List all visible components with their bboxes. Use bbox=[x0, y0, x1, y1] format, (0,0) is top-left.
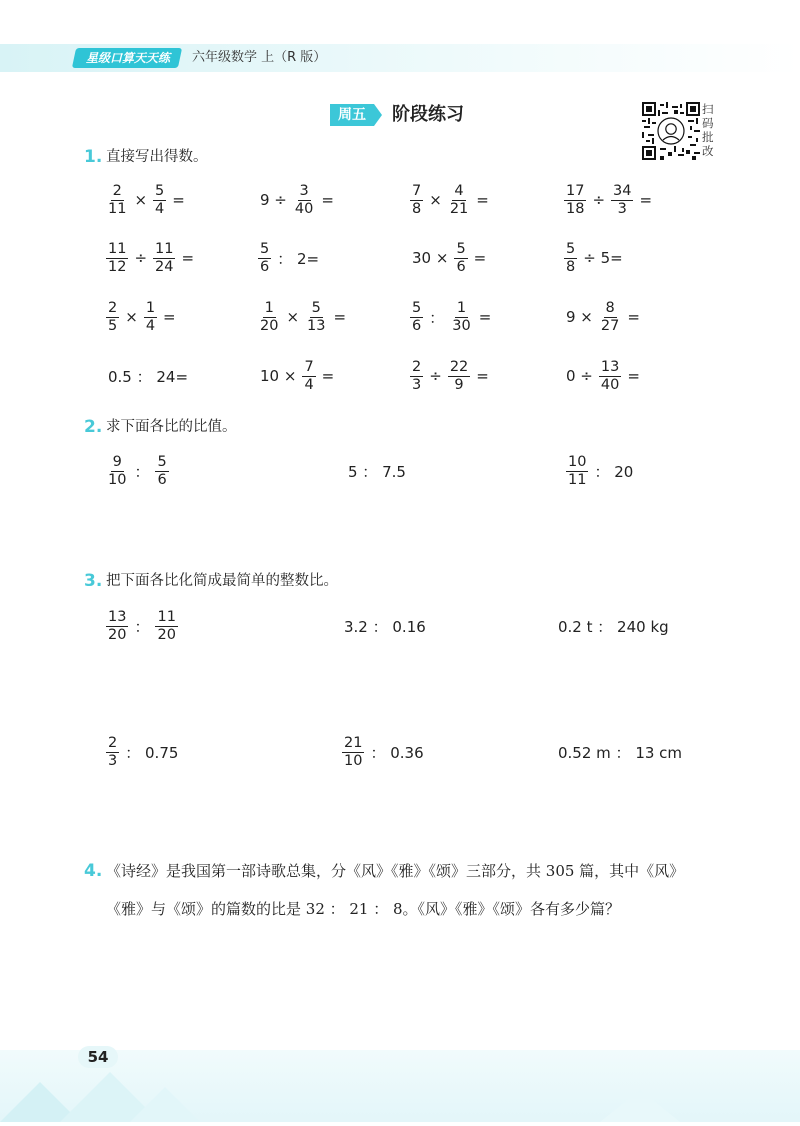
q3-problem bbox=[554, 732, 686, 772]
q3-title: 把下面各比化简成最简单的整数比。 bbox=[106, 573, 338, 589]
fraction bbox=[106, 609, 128, 644]
fraction bbox=[448, 359, 470, 394]
denominator: 21 bbox=[449, 200, 469, 217]
operator-text: 0.2 t ： 240 kg bbox=[558, 617, 669, 636]
fraction bbox=[611, 183, 633, 218]
numerator: 5 bbox=[155, 182, 165, 199]
q1-problem bbox=[104, 180, 189, 220]
section-title: 阶段练习 bbox=[392, 104, 464, 125]
fraction bbox=[305, 300, 327, 335]
denominator: 6 bbox=[456, 258, 466, 275]
numerator: 2 bbox=[108, 299, 118, 316]
fraction bbox=[450, 300, 472, 335]
numerator: 10 bbox=[568, 453, 587, 470]
denominator: 30 bbox=[452, 317, 471, 334]
denominator: 9 bbox=[454, 376, 464, 393]
numerator: 5 bbox=[456, 240, 466, 257]
operator-text: × bbox=[134, 191, 148, 209]
q1-problem bbox=[256, 356, 338, 396]
q1-problem bbox=[256, 297, 350, 337]
fraction bbox=[448, 183, 470, 218]
fraction bbox=[293, 183, 315, 218]
fraction bbox=[155, 454, 168, 489]
operator-text: ÷ bbox=[134, 249, 148, 267]
numerator: 17 bbox=[566, 182, 585, 199]
fraction bbox=[155, 609, 177, 644]
fraction bbox=[564, 241, 577, 276]
page-number: 54 bbox=[78, 1046, 118, 1068]
fraction bbox=[302, 359, 315, 394]
operator-text: = bbox=[321, 367, 335, 385]
q4-line-2: 《雅》与《颂》的篇数的比是 32 ： 21 ： 8。《风》《雅》《颂》各有多少篇？ bbox=[106, 900, 621, 918]
denominator: 12 bbox=[108, 258, 127, 275]
q1-problem bbox=[256, 238, 323, 278]
denominator: 11 bbox=[568, 471, 587, 488]
fraction bbox=[454, 241, 467, 276]
denominator: 4 bbox=[304, 376, 314, 393]
fraction bbox=[410, 183, 423, 218]
numerator: 5 bbox=[157, 453, 167, 470]
denominator: 10 bbox=[344, 752, 363, 769]
denominator: 11 bbox=[108, 200, 127, 217]
fraction bbox=[106, 241, 128, 276]
numerator: 2 bbox=[112, 182, 122, 199]
numerator: 7 bbox=[412, 182, 422, 199]
fraction bbox=[258, 300, 280, 335]
q2-number: 2. bbox=[84, 417, 103, 437]
operator-text: ÷ bbox=[429, 367, 442, 385]
numerator: 21 bbox=[344, 734, 363, 751]
numerator: 2 bbox=[108, 734, 118, 751]
operator-text: ： 2= bbox=[277, 249, 320, 268]
q3-problem bbox=[104, 732, 182, 772]
denominator: 20 bbox=[260, 317, 279, 334]
operator-text: ： bbox=[429, 308, 445, 327]
fraction bbox=[564, 183, 586, 218]
numerator: 5 bbox=[311, 299, 321, 316]
q4-number: 4. bbox=[84, 861, 103, 881]
q4-text bbox=[106, 852, 786, 928]
q1-problem bbox=[104, 297, 180, 337]
operator-text: = bbox=[627, 367, 640, 385]
denominator: 13 bbox=[307, 317, 326, 334]
footer-decoration bbox=[0, 1050, 800, 1122]
numerator: 1 bbox=[264, 299, 274, 316]
numerator: 1 bbox=[145, 299, 156, 316]
denominator: 27 bbox=[600, 317, 620, 334]
numerator: 11 bbox=[108, 240, 127, 257]
numerator: 13 bbox=[600, 358, 620, 375]
fraction bbox=[258, 241, 271, 276]
q1-problem bbox=[408, 356, 493, 396]
operator-text: = bbox=[478, 308, 492, 326]
fraction bbox=[566, 454, 588, 489]
denominator: 3 bbox=[412, 376, 422, 393]
operator-text: 30 × bbox=[412, 249, 449, 267]
operator-text: 0.5 ： 24= bbox=[108, 367, 189, 386]
footer-diamond-pattern bbox=[0, 1050, 800, 1122]
operator-text: = bbox=[163, 308, 176, 326]
denominator: 6 bbox=[412, 317, 422, 334]
scan-to-grade-label: 扫 码 批 改 bbox=[702, 102, 714, 158]
q1-problem bbox=[562, 238, 627, 278]
denominator: 18 bbox=[566, 200, 585, 217]
operator-text: ÷ bbox=[592, 191, 606, 209]
qr-code-icon[interactable] bbox=[642, 102, 700, 160]
denominator: 24 bbox=[155, 258, 174, 275]
operator-text: = bbox=[473, 249, 487, 267]
fraction bbox=[106, 454, 128, 489]
numerator: 22 bbox=[449, 358, 469, 375]
q1-problem bbox=[104, 356, 192, 396]
denominator: 4 bbox=[145, 317, 156, 334]
operator-text: 3.2 ： 0.16 bbox=[344, 617, 426, 636]
fraction bbox=[153, 241, 175, 276]
q2-problem bbox=[564, 451, 637, 491]
operator-text: ： bbox=[134, 462, 150, 481]
q3-number: 3. bbox=[84, 571, 103, 591]
book-title: 六年级数学 上（R 版） bbox=[192, 50, 327, 65]
fraction bbox=[410, 300, 423, 335]
denominator: 8 bbox=[412, 200, 422, 217]
operator-text: = bbox=[639, 191, 653, 209]
q1-problem bbox=[562, 356, 644, 396]
operator-text: ： 20 bbox=[594, 462, 634, 481]
fraction bbox=[410, 359, 423, 394]
operator-text: = bbox=[333, 308, 347, 326]
series-tag: 星级口算天天练 bbox=[72, 48, 182, 68]
operator-text: 5 ： 7.5 bbox=[348, 462, 406, 481]
q2-title: 求下面各比的比值。 bbox=[106, 419, 237, 435]
fraction bbox=[599, 359, 621, 394]
denominator: 5 bbox=[108, 317, 118, 334]
operator-text: 0 ÷ bbox=[566, 367, 593, 385]
operator-text: ： 0.75 bbox=[125, 743, 179, 762]
q1-problem bbox=[562, 180, 656, 220]
q1-title: 直接写出得数。 bbox=[106, 149, 208, 165]
q1-problem bbox=[256, 180, 338, 220]
q1-number: 1. bbox=[84, 147, 103, 167]
numerator: 8 bbox=[605, 299, 615, 316]
q4-line-1: 《诗经》是我国第一部诗歌总集，分《风》《雅》《颂》三部分，共 305 篇，其中《风》 bbox=[106, 862, 685, 880]
numerator: 34 bbox=[613, 182, 632, 199]
fraction bbox=[106, 735, 119, 770]
denominator: 40 bbox=[294, 200, 314, 217]
denominator: 6 bbox=[260, 258, 270, 275]
q2-problem bbox=[104, 451, 171, 491]
numerator: 2 bbox=[412, 358, 422, 375]
denominator: 40 bbox=[600, 376, 620, 393]
fraction bbox=[106, 300, 119, 335]
fraction bbox=[153, 183, 166, 218]
section-badge: 周五 bbox=[330, 104, 374, 126]
fraction bbox=[342, 735, 364, 770]
operator-text: 0.52 m ： 13 cm bbox=[558, 743, 683, 762]
operator-text: × bbox=[125, 308, 138, 326]
numerator: 9 bbox=[112, 453, 122, 470]
denominator: 8 bbox=[566, 258, 576, 275]
q1-problem bbox=[408, 297, 495, 337]
denominator: 10 bbox=[108, 471, 127, 488]
denominator: 20 bbox=[157, 626, 176, 643]
q1-problem bbox=[408, 180, 493, 220]
operator-text: = bbox=[172, 191, 185, 209]
operator-text: = bbox=[181, 249, 195, 267]
q3-problem bbox=[340, 606, 430, 646]
denominator: 20 bbox=[108, 626, 127, 643]
fraction bbox=[599, 300, 621, 335]
operator-text: × bbox=[286, 308, 300, 326]
q3-problem bbox=[104, 606, 180, 646]
q2-problem bbox=[344, 451, 410, 491]
operator-text: = bbox=[476, 367, 489, 385]
q1-problem bbox=[562, 297, 644, 337]
numerator: 5 bbox=[566, 240, 576, 257]
numerator: 5 bbox=[260, 240, 270, 257]
denominator: 3 bbox=[617, 200, 627, 217]
operator-text: = bbox=[321, 191, 334, 209]
numerator: 13 bbox=[108, 608, 127, 625]
operator-text: = bbox=[627, 308, 640, 326]
denominator: 6 bbox=[157, 471, 167, 488]
numerator: 1 bbox=[456, 299, 467, 316]
operator-text: ： 0.36 bbox=[370, 743, 424, 762]
operator-text: 10 × bbox=[260, 367, 297, 385]
q1-problem bbox=[104, 238, 198, 278]
operator-text: ： bbox=[134, 617, 150, 636]
fraction bbox=[144, 300, 157, 335]
operator-text: 9 × bbox=[566, 308, 593, 326]
fraction bbox=[106, 183, 128, 218]
numerator: 5 bbox=[412, 299, 422, 316]
q3-problem bbox=[340, 732, 428, 772]
q3-problem bbox=[554, 606, 673, 646]
numerator: 11 bbox=[157, 608, 176, 625]
operator-text: × bbox=[429, 191, 442, 209]
q1-problem bbox=[408, 238, 490, 278]
denominator: 3 bbox=[108, 752, 118, 769]
numerator: 11 bbox=[155, 240, 174, 257]
numerator: 3 bbox=[299, 182, 309, 199]
operator-text: = bbox=[476, 191, 489, 209]
numerator: 7 bbox=[304, 358, 314, 375]
numerator: 4 bbox=[454, 182, 464, 199]
operator-text: 9 ÷ bbox=[260, 191, 287, 209]
operator-text: ÷ 5= bbox=[583, 249, 623, 267]
denominator: 4 bbox=[155, 200, 165, 217]
